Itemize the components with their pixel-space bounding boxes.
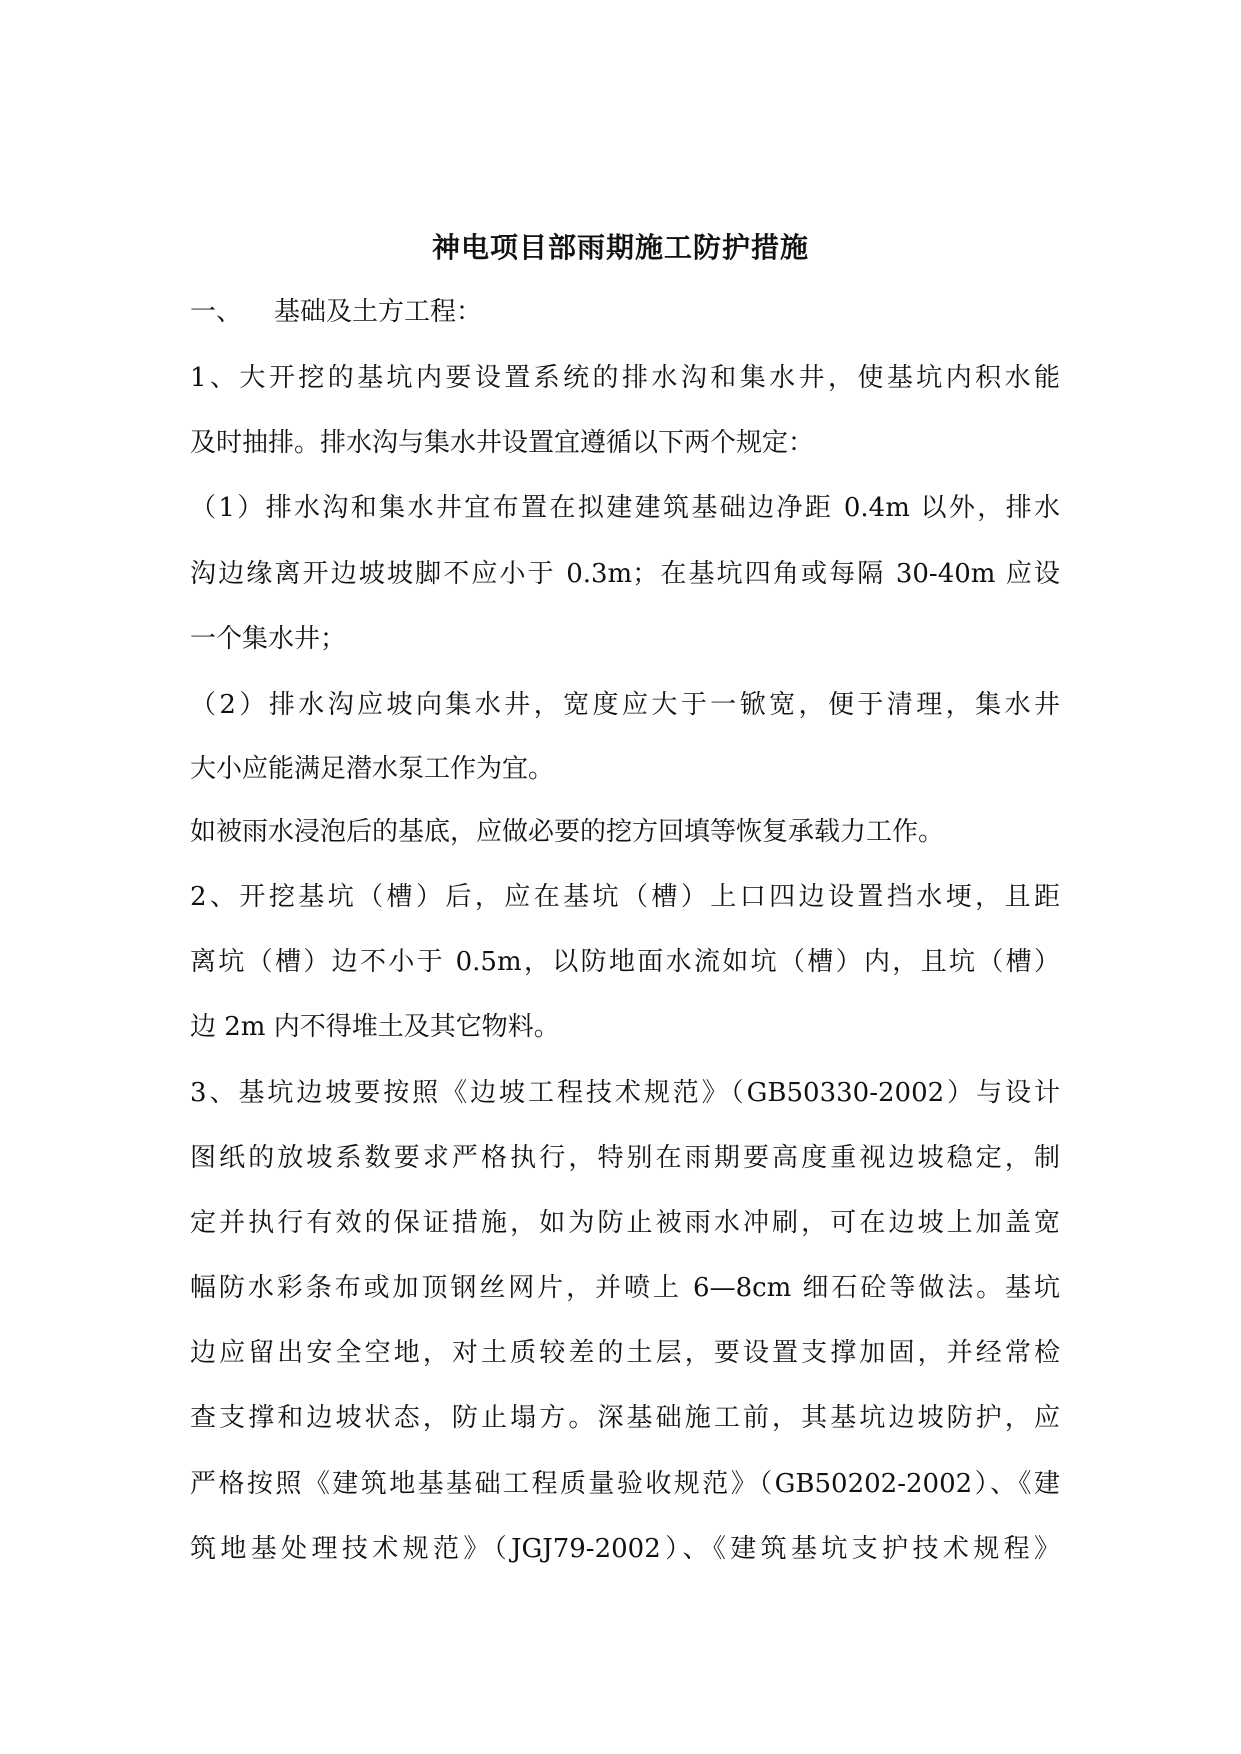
section-number: 一、 — [190, 297, 243, 327]
paragraph-line: （1）排水沟和集水井宜布置在拟建建筑基础边净距 0.4m 以外，排水 — [190, 493, 1060, 523]
paragraph-line: 筑地基处理技术规范》（JGJ79-2002）、《建筑基坑支护技术规程》 — [190, 1534, 1060, 1564]
paragraph-line: 严格按照《建筑地基基础工程质量验收规范》（GB50202-2002）、《建 — [190, 1469, 1060, 1499]
paragraph-line: 离坑（槽）边不小于 0.5m，以防地面水流如坑（槽）内，且坑（槽） — [190, 947, 1060, 977]
paragraph-line: 幅防水彩条布或加顶钢丝网片，并喷上 6—8cm 细石砼等做法。基坑 — [190, 1273, 1060, 1303]
paragraph-line: （2）排水沟应坡向集水井，宽度应大于一锨宽，便于清理，集水井 — [190, 690, 1060, 720]
paragraph-line: 定并执行有效的保证措施，如为防止被雨水冲刷，可在边坡上加盖宽 — [190, 1208, 1060, 1238]
document-title: 神电项目部雨期施工防护措施 — [431, 231, 809, 264]
paragraph-line: 边 2m 内不得堆土及其它物料。 — [190, 1012, 560, 1042]
paragraph-line: 3、基坑边坡要按照《边坡工程技术规范》（GB50330-2002）与设计 — [190, 1078, 1060, 1108]
paragraph-line: 2、开挖基坑（槽）后，应在基坑（槽）上口四边设置挡水埂，且距 — [190, 882, 1060, 912]
paragraph-line: 及时抽排。排水沟与集水井设置宜遵循以下两个规定： — [190, 428, 815, 458]
section-heading-text: 基础及土方工程： — [274, 297, 483, 327]
paragraph-line: 如被雨水浸泡后的基底，应做必要的挖方回填等恢复承载力工作。 — [190, 817, 945, 847]
paragraph-line: 边应留出安全空地，对土质较差的土层，要设置支撑加固，并经常检 — [190, 1338, 1060, 1368]
paragraph-line: 沟边缘离开边坡坡脚不应小于 0.3m；在基坑四角或每隔 30-40m 应设 — [190, 559, 1060, 589]
paragraph-line: 大小应能满足潜水泵工作为宜。 — [190, 754, 555, 784]
paragraph-line: 1、大开挖的基坑内要设置系统的排水沟和集水井，使基坑内积水能 — [190, 363, 1060, 393]
section-heading — [190, 294, 1060, 330]
paragraph-line: 查支撑和边坡状态，防止塌方。深基础施工前，其基坑边坡防护，应 — [190, 1403, 1060, 1433]
paragraph-line: 图纸的放坡系数要求严格执行，特别在雨期要高度重视边坡稳定，制 — [190, 1143, 1060, 1173]
paragraph-line: 一个集水井； — [190, 624, 347, 654]
